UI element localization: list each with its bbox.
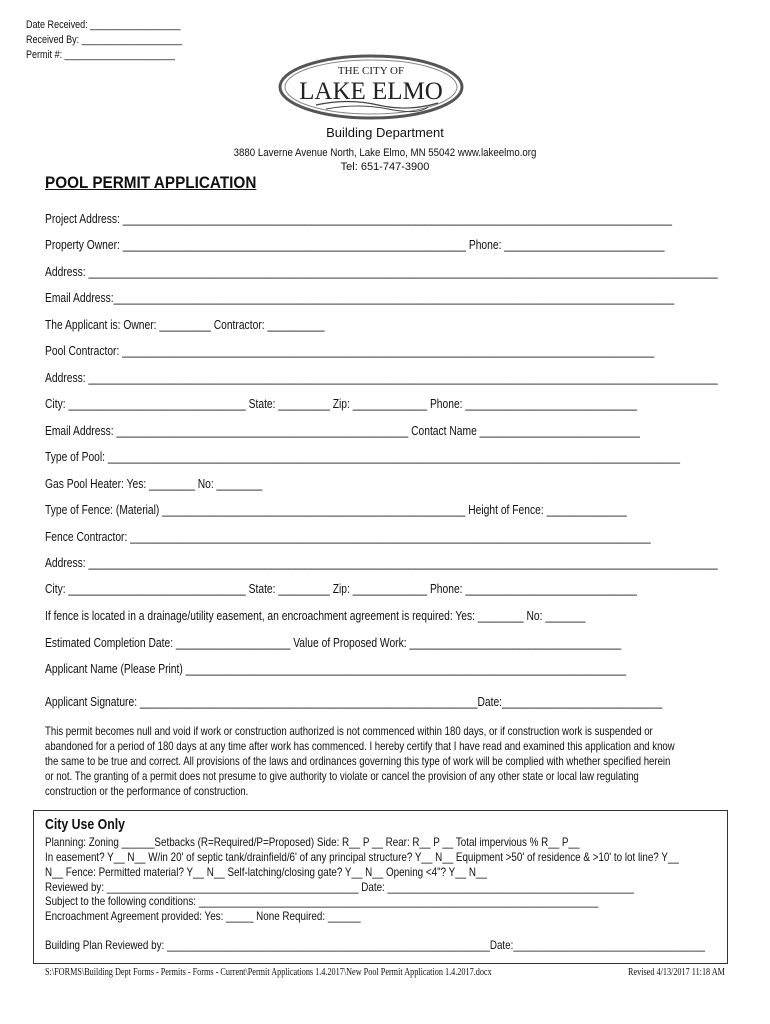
department-address: 3880 Laverne Avenue North, Lake Elmo, MN 55042 www.lakeelmo.org <box>233 147 537 159</box>
city-use-encroachment[interactable]: Encroachment Agreement provided: Yes: _____ None Required: ______ <box>45 909 361 923</box>
fence-city-field[interactable]: City: _______________________________ State: _________ Zip: _____________ Phone: ______________________________ <box>45 581 638 596</box>
disclaimer-line: or not. The granting of a permit does not presume to give authority to violate or cancel the provision of any other state or local law regulating <box>45 769 639 783</box>
permit-number-field[interactable]: Permit #: ______________________ <box>26 49 175 61</box>
pool-contractor-field[interactable]: Pool Contractor: _____________________________________________________________________________________________ <box>45 343 655 358</box>
property-owner-field[interactable]: Property Owner: ____________________________________________________________ Phone: ____________________________ <box>45 237 665 252</box>
city-use-planning[interactable]: Planning: Zoning ______Setbacks (R=Required/P=Proposed) Side: R__ P __ Rear: R__ P __ Total impervious % R__ P__ <box>45 835 580 849</box>
disclaimer-line: construction or the performance of construction. <box>45 784 249 798</box>
form-title: POOL PERMIT APPLICATION <box>45 173 257 192</box>
completion-date-field[interactable]: Estimated Completion Date: ____________________ Value of Proposed Work: _____________________________________ <box>45 635 622 650</box>
department-name: Building Department <box>326 125 444 140</box>
department-tel: Tel: 651-747-3900 <box>340 161 430 173</box>
city-use-easement[interactable]: In easement? Y__ N__ W/in 20' of septic tank/drainfield/6' of any principal structure? Y__ N__ Equipment >50' of residence & >10' to lot line? Y__ <box>45 850 679 864</box>
logo-line1: THE CITY OF <box>337 65 405 77</box>
footer-revised: Revised 4/13/2017 11:18 AM <box>628 967 725 978</box>
city-use-conditions[interactable]: Subject to the following conditions: _________________________________________________________________________ <box>45 894 599 908</box>
applicant-signature-field[interactable]: Applicant Signature: ___________________________________________________________Date:____________________________ <box>45 694 663 709</box>
city-use-title: City Use Only <box>45 816 125 833</box>
fence-address-field[interactable]: Address: ______________________________________________________________________________________________________________ <box>45 555 718 570</box>
contractor-address-field[interactable]: Address: ______________________________________________________________________________________________________________ <box>45 370 718 385</box>
disclaimer-paragraph <box>45 724 713 799</box>
contractor-email-field[interactable]: Email Address: ___________________________________________________ Contact Name ____________________________ <box>45 423 640 438</box>
city-logo <box>278 54 464 120</box>
applicant-name-field[interactable]: Applicant Name (Please Print) _____________________________________________________________________________ <box>45 661 627 676</box>
disclaimer-line: This permit becomes null and void if work or construction authorized is not commenced within 180 days, or if construction work is suspended or <box>45 724 653 738</box>
contractor-city-field[interactable]: City: _______________________________ State: _________ Zip: _____________ Phone: ______________________________ <box>45 396 638 411</box>
fence-type-field[interactable]: Type of Fence: (Material) _____________________________________________________ Height of Fence: ______________ <box>45 502 627 517</box>
owner-address-field[interactable]: Address: ______________________________________________________________________________________________________________ <box>45 264 718 279</box>
city-use-reviewed-by[interactable]: Reviewed by: ______________________________________________ Date: _____________________________________________ <box>45 880 634 894</box>
city-use-plan-reviewed[interactable]: Building Plan Reviewed by: ___________________________________________________________Date:___________________________________ <box>45 938 705 952</box>
city-use-fence[interactable]: N__ Fence: Permitted material? Y__ N__ Self-latching/closing gate? Y__ N__ Opening <4"? Y__ N__ <box>45 865 487 879</box>
date-received-field[interactable]: Date Received: __________________ <box>26 19 181 31</box>
logo-line2: LAKE ELMO <box>299 78 443 105</box>
applicant-type-field[interactable]: The Applicant is: Owner: _________ Contractor: __________ <box>45 317 325 332</box>
fence-contractor-field[interactable]: Fence Contractor: ___________________________________________________________________________________________ <box>45 529 651 544</box>
project-address-field[interactable]: Project Address: ________________________________________________________________________________________________ <box>45 211 672 226</box>
footer-file-path: S:\FORMS\Building Dept Forms - Permits - Forms - Current\Permit Applications 1.4.2017\New Pool Permit Application 1.4.2017.docx <box>45 967 492 978</box>
gas-pool-heater-field[interactable]: Gas Pool Heater: Yes: ________ No: ________ <box>45 476 263 491</box>
easement-field[interactable]: If fence is located in a drainage/utility easement, an encroachment agreement is required: Yes: ________ No: _______ <box>45 608 586 623</box>
disclaimer-line: abandoned for a period of 180 days at any time after work has commenced. I hereby certify that I have read and examined this application and know <box>45 739 675 753</box>
owner-email-field[interactable]: Email Address:__________________________________________________________________________________________________ <box>45 290 675 305</box>
disclaimer-line: the same to be true and correct. All provisions of the laws and ordinances governing this type of work will be complied with whether specified herein <box>45 754 671 768</box>
received-by-field[interactable]: Received By: ____________________ <box>26 34 182 46</box>
type-of-pool-field[interactable]: Type of Pool: ____________________________________________________________________________________________________ <box>45 449 680 464</box>
